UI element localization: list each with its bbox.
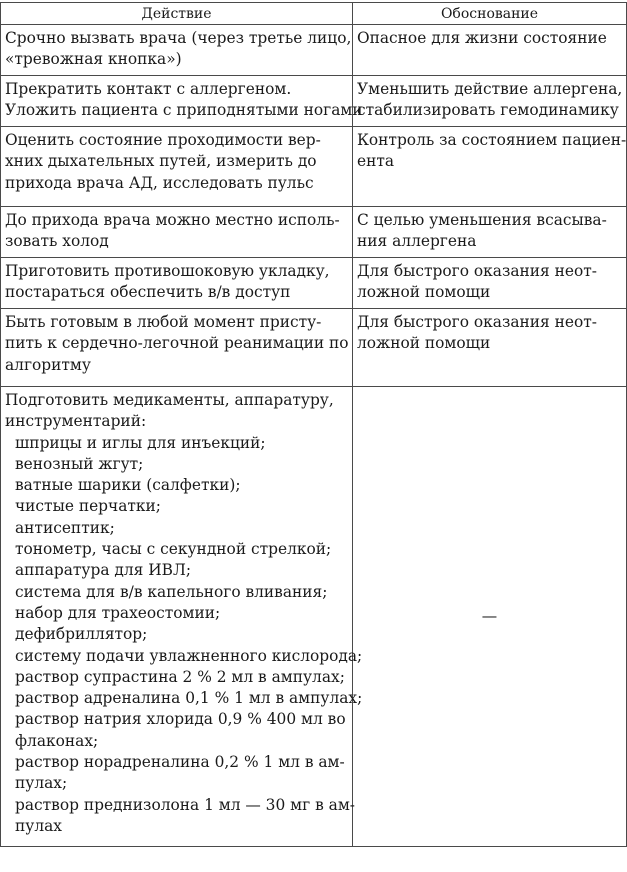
reason-cell [353,25,627,76]
table-header-row [1,3,627,25]
equipment-item: систему подачи увлажненного кислорода; [15,646,363,665]
header-action: Действие [1,3,353,25]
reason-line: Контроль за состоянием пациен- [357,131,627,149]
reason-line: Опасное для жизни состояние [357,29,607,47]
action-cell [1,25,353,76]
action-line: Уложить пациента с приподнятыми ногами [5,101,363,120]
table-row [1,258,627,309]
table-row [1,309,627,387]
table-row [1,25,627,76]
equipment-item: раствор адреналина 0,1 % 1 мл в ампулах; [15,689,363,708]
equipment-item: набор для трахеостомии; [15,603,221,622]
equipment-item: раствор норадреналина 0,2 % 1 мл в ам- [15,753,345,772]
header-reason: Обоснование [353,3,627,25]
action-cell [1,127,353,207]
equipment-item: система для в/в капельного вливания; [15,582,328,601]
action-line: До прихода врача можно местно исполь- [5,211,340,229]
action-line: Приготовить противошоковую укладку, [5,262,330,280]
reason-line: С целью уменьшения всасыва- [357,211,607,229]
equipment-intro-line: Подготовить медикаменты, аппаратуру, [5,391,334,409]
reason-line: ента [357,152,395,171]
equipment-item: чистые перчатки; [15,497,161,516]
reason-dash-cell [353,387,627,847]
reason-cell [353,258,627,309]
reason-line: Уменьшить действие аллергена, [357,80,623,98]
action-line: зовать холод [5,232,109,251]
equipment-item: раствор преднизолона 1 мл — 30 мг в ам- [15,795,355,814]
action-line: Быть готовым в любой момент присту- [5,313,322,331]
reason-line: ния аллергена [357,232,477,251]
reason-cell [353,207,627,258]
action-line: «тревожная кнопка») [5,50,182,69]
equipment-item: флаконах; [15,731,99,750]
care-algorithm-table [0,2,627,847]
equipment-cell [1,387,363,847]
table-row [1,127,627,207]
action-line: пить к сердечно-легочной реанимации по [5,334,349,353]
reason-cell [353,127,627,207]
action-line: хних дыхательных путей, измерить до [5,152,317,171]
table-row [1,207,627,258]
reason-cell [353,76,627,127]
reason-line: ложной помощи [357,334,491,353]
action-line: Срочно вызвать врача (через третье лицо, [5,29,352,47]
equipment-item: раствор натрия хлорида 0,9 % 400 мл во [15,710,346,729]
action-line: постараться обеспечить в/в доступ [5,283,291,302]
equipment-item: тонометр, часы с секундной стрелкой; [15,540,332,559]
reason-line: ложной помощи [357,283,491,302]
action-line: Прекратить контакт с аллергеном. [5,80,292,98]
action-line: алгоритму [5,355,91,374]
equipment-item: антисептик; [15,518,115,537]
action-line: Оценить состояние проходимости вер- [5,131,321,149]
equipment-item: пулах [15,816,62,835]
action-cell [1,309,353,387]
equipment-item: ватные шарики (салфетки); [15,476,241,495]
equipment-intro-line: инструментарий: [5,412,147,431]
reason-dash: — [481,606,498,625]
equipment-item: дефибриллятор; [15,625,148,644]
action-cell [1,207,353,258]
equipment-item: раствор супрастина 2 % 2 мл в ампулах; [15,667,345,686]
action-cell [1,76,363,127]
equipment-item: пулах; [15,774,68,793]
reason-line: Для быстрого оказания неот- [357,262,597,280]
table-row [1,76,627,127]
table-row-equipment [1,387,627,847]
action-line: прихода врача АД, исследовать пульс [5,173,314,192]
reason-line: стабилизировать гемодинамику [357,101,619,120]
equipment-item: венозный жгут; [15,454,144,473]
action-cell [1,258,353,309]
equipment-item: аппаратура для ИВЛ; [15,561,192,580]
reason-line: Для быстрого оказания неот- [357,313,597,331]
reason-cell [353,309,627,387]
equipment-item: шприцы и иглы для инъекций; [15,433,266,452]
